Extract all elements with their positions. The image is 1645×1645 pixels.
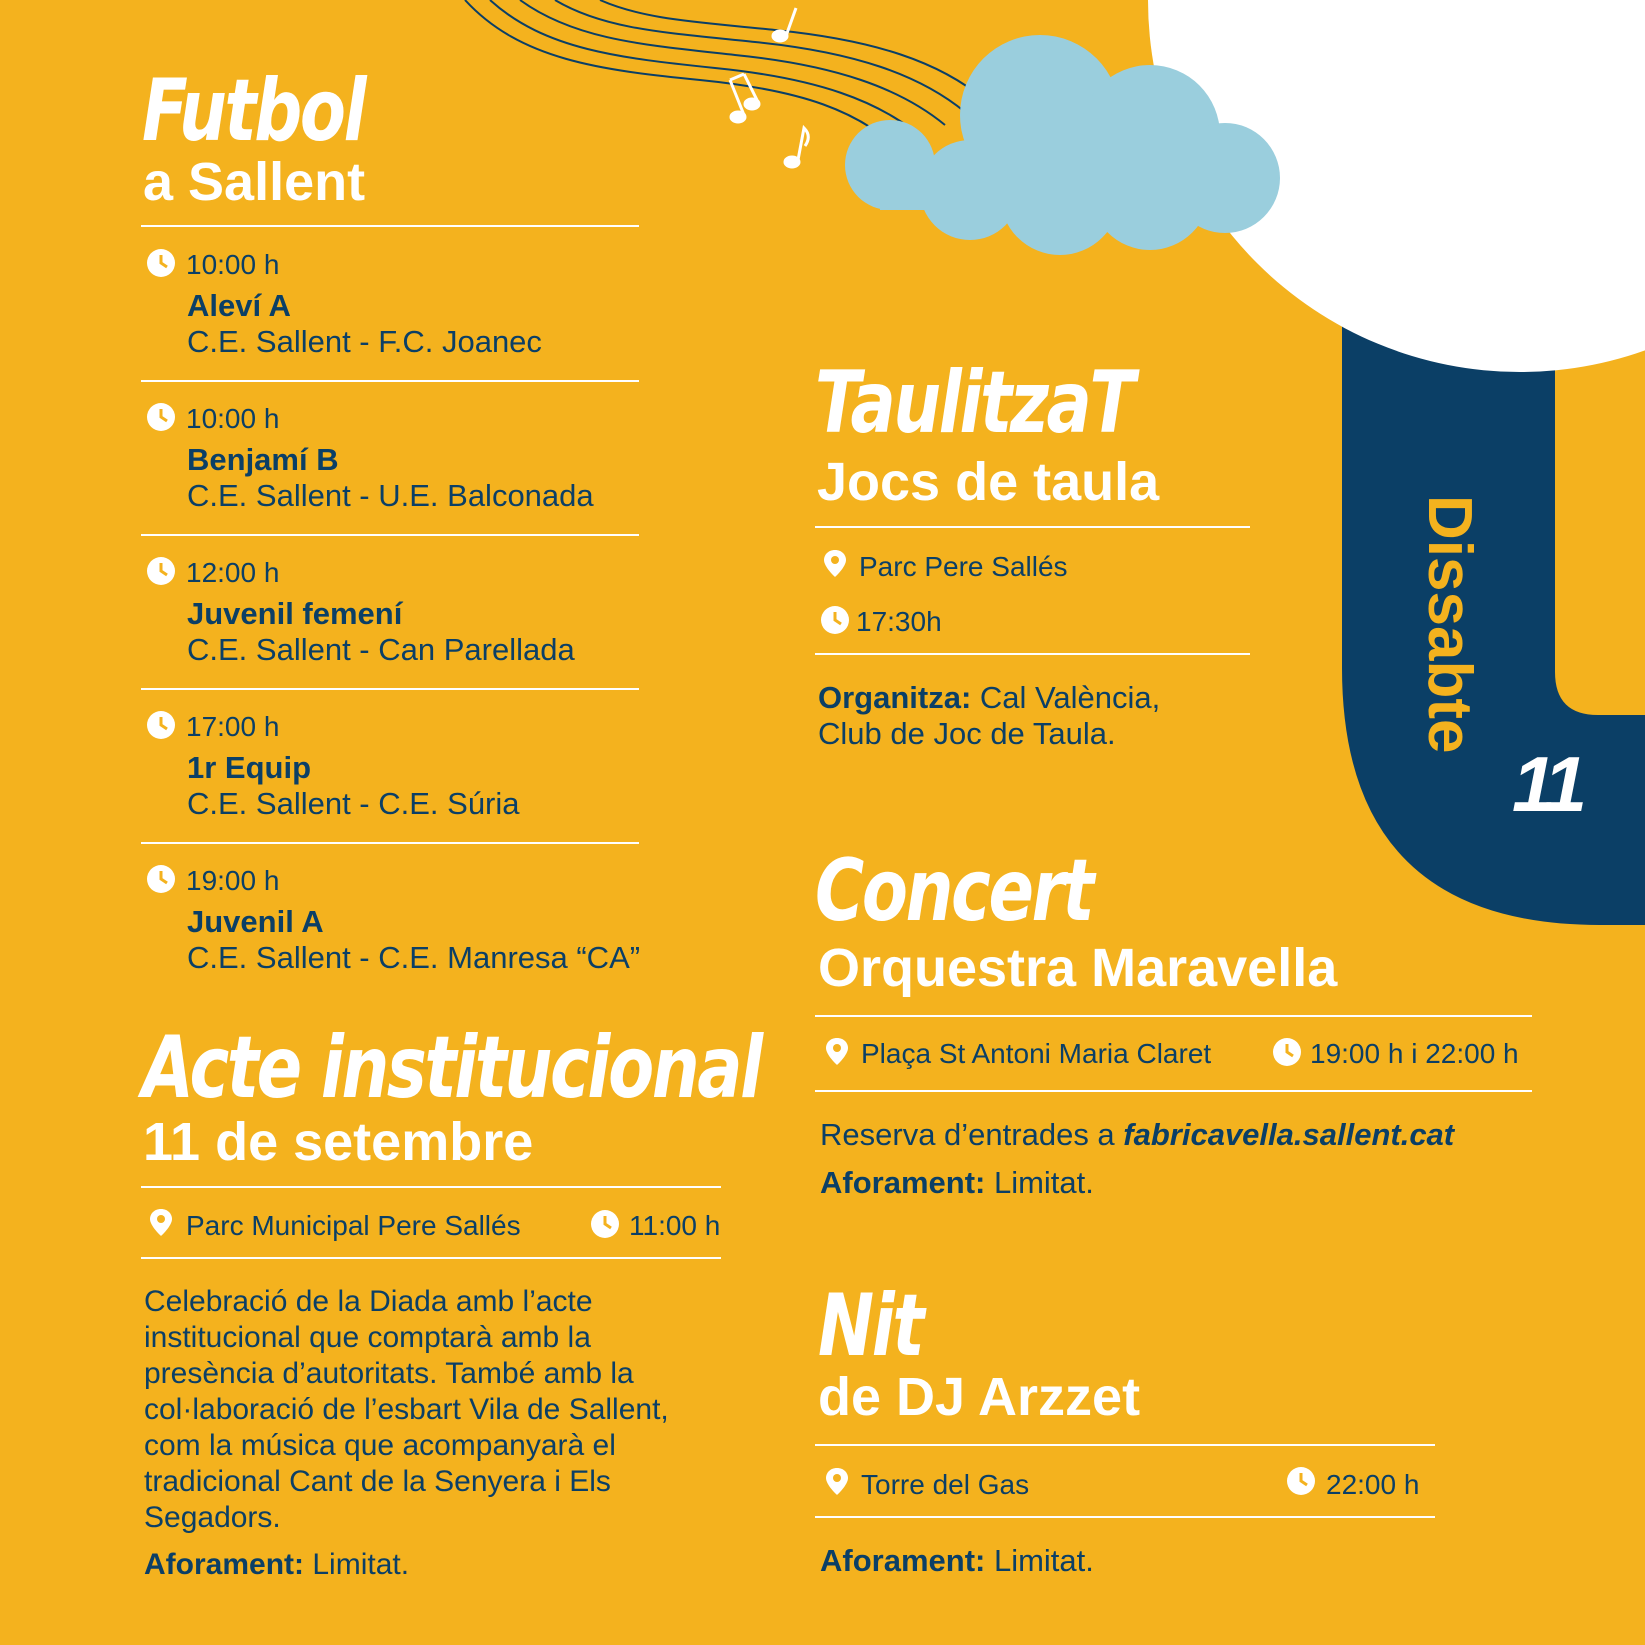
divider	[141, 1257, 721, 1259]
concert-reserve	[820, 1117, 1454, 1153]
acte-subtitle: 11 de setembre	[143, 1112, 534, 1172]
divider	[141, 380, 639, 382]
location-pin-icon	[820, 548, 850, 578]
concert-title: Concert	[815, 841, 1093, 941]
taulitzat-time: 17:30h	[856, 606, 942, 637]
capacity-label: Aforament:	[820, 1543, 986, 1578]
divider	[141, 1186, 721, 1188]
concert-capacity	[820, 1165, 1094, 1201]
clock-icon	[146, 248, 176, 278]
taulitzat-title: TaulitzaT	[815, 353, 1133, 453]
acte-capacity	[144, 1548, 409, 1582]
capacity-label: Aforament:	[820, 1165, 986, 1200]
capacity-label: Aforament:	[144, 1548, 305, 1581]
acte-time: 11:00 h	[629, 1210, 721, 1241]
match-category: Juvenil A	[187, 904, 324, 939]
match-category: 1r Equip	[187, 750, 312, 785]
capacity-value: Limitat.	[312, 1548, 410, 1581]
match-teams: C.E. Sallent - C.E. Súria	[187, 786, 520, 821]
concert-time: 19:00 h i 22:00 h	[1310, 1038, 1519, 1069]
day-name: Dissabte	[1415, 495, 1484, 754]
taulitzat-organizer	[818, 680, 1160, 716]
match-teams: C.E. Sallent - Can Parellada	[187, 632, 575, 667]
organizer-line2: Club de Joc de Taula.	[818, 716, 1116, 751]
clock-icon	[146, 556, 176, 586]
acte-description: Celebració de la Diada amb l’acte institucional que comptarà amb la presència d’autoritats. També amb la col·laboració de l’esbart Vila de Sallent, com la música que acompanyarà el tradicional Cant de la Senyera i Els Segadors.	[144, 1285, 669, 1534]
divider	[141, 225, 639, 227]
divider	[815, 1015, 1532, 1017]
nit-title: Nit	[818, 1276, 923, 1376]
reserve-link[interactable]: fabricavella.sallent.cat	[1123, 1117, 1455, 1152]
concert-location: Plaça St Antoni Maria Claret	[861, 1038, 1212, 1069]
location-pin-icon	[146, 1207, 176, 1237]
clock-icon	[820, 605, 850, 635]
nit-subtitle: de DJ Arzzet	[818, 1367, 1141, 1427]
acte-title: Acte institucional	[142, 1018, 761, 1118]
futbol-subtitle: a Sallent	[143, 152, 366, 212]
match-category: Aleví A	[187, 288, 291, 323]
match-category: Benjamí B	[187, 442, 339, 477]
match-time: 12:00 h	[186, 557, 280, 588]
divider	[815, 653, 1250, 655]
clock-icon	[590, 1209, 620, 1239]
date-band	[1342, 320, 1645, 925]
reserve-text: Reserva d’entrades a	[820, 1117, 1124, 1152]
divider	[141, 842, 639, 844]
clock-icon	[146, 864, 176, 894]
organizer-line1: Cal València,	[979, 680, 1161, 715]
clock-icon	[146, 710, 176, 740]
match-time: 10:00 h	[186, 403, 280, 434]
match-time: 10:00 h	[186, 249, 280, 280]
clock-icon	[146, 402, 176, 432]
location-pin-icon	[822, 1466, 852, 1496]
organizer-label: Organitza:	[818, 680, 972, 715]
divider	[141, 534, 639, 536]
taulitzat-location: Parc Pere Sallés	[859, 551, 1068, 582]
divider	[815, 526, 1250, 528]
match-teams: C.E. Sallent - C.E. Manresa “CA”	[187, 940, 641, 975]
nit-capacity	[820, 1543, 1094, 1579]
capacity-value: Limitat.	[993, 1543, 1094, 1578]
clock-icon	[1272, 1037, 1302, 1067]
match-teams: C.E. Sallent - F.C. Joanec	[187, 324, 542, 359]
match-time: 17:00 h	[186, 711, 280, 742]
match-category: Juvenil femení	[187, 596, 403, 631]
divider	[815, 1090, 1532, 1092]
date-badge	[1415, 495, 1484, 795]
acte-location: Parc Municipal Pere Sallés	[186, 1210, 521, 1241]
clock-icon	[1286, 1466, 1316, 1496]
match-time: 19:00 h	[186, 865, 280, 896]
nit-location: Torre del Gas	[861, 1469, 1030, 1500]
nit-time: 22:00 h	[1326, 1469, 1420, 1500]
futbol-title: Futbol	[142, 61, 365, 161]
taulitzat-subtitle: Jocs de taula	[817, 452, 1160, 512]
match-teams: C.E. Sallent - U.E. Balconada	[187, 478, 594, 513]
divider	[815, 1444, 1435, 1446]
concert-subtitle: Orquestra Maravella	[818, 938, 1338, 998]
capacity-value: Limitat.	[993, 1165, 1094, 1200]
location-pin-icon	[822, 1036, 852, 1066]
day-number: 11	[1512, 740, 1581, 828]
divider	[141, 688, 639, 690]
divider	[815, 1516, 1435, 1518]
